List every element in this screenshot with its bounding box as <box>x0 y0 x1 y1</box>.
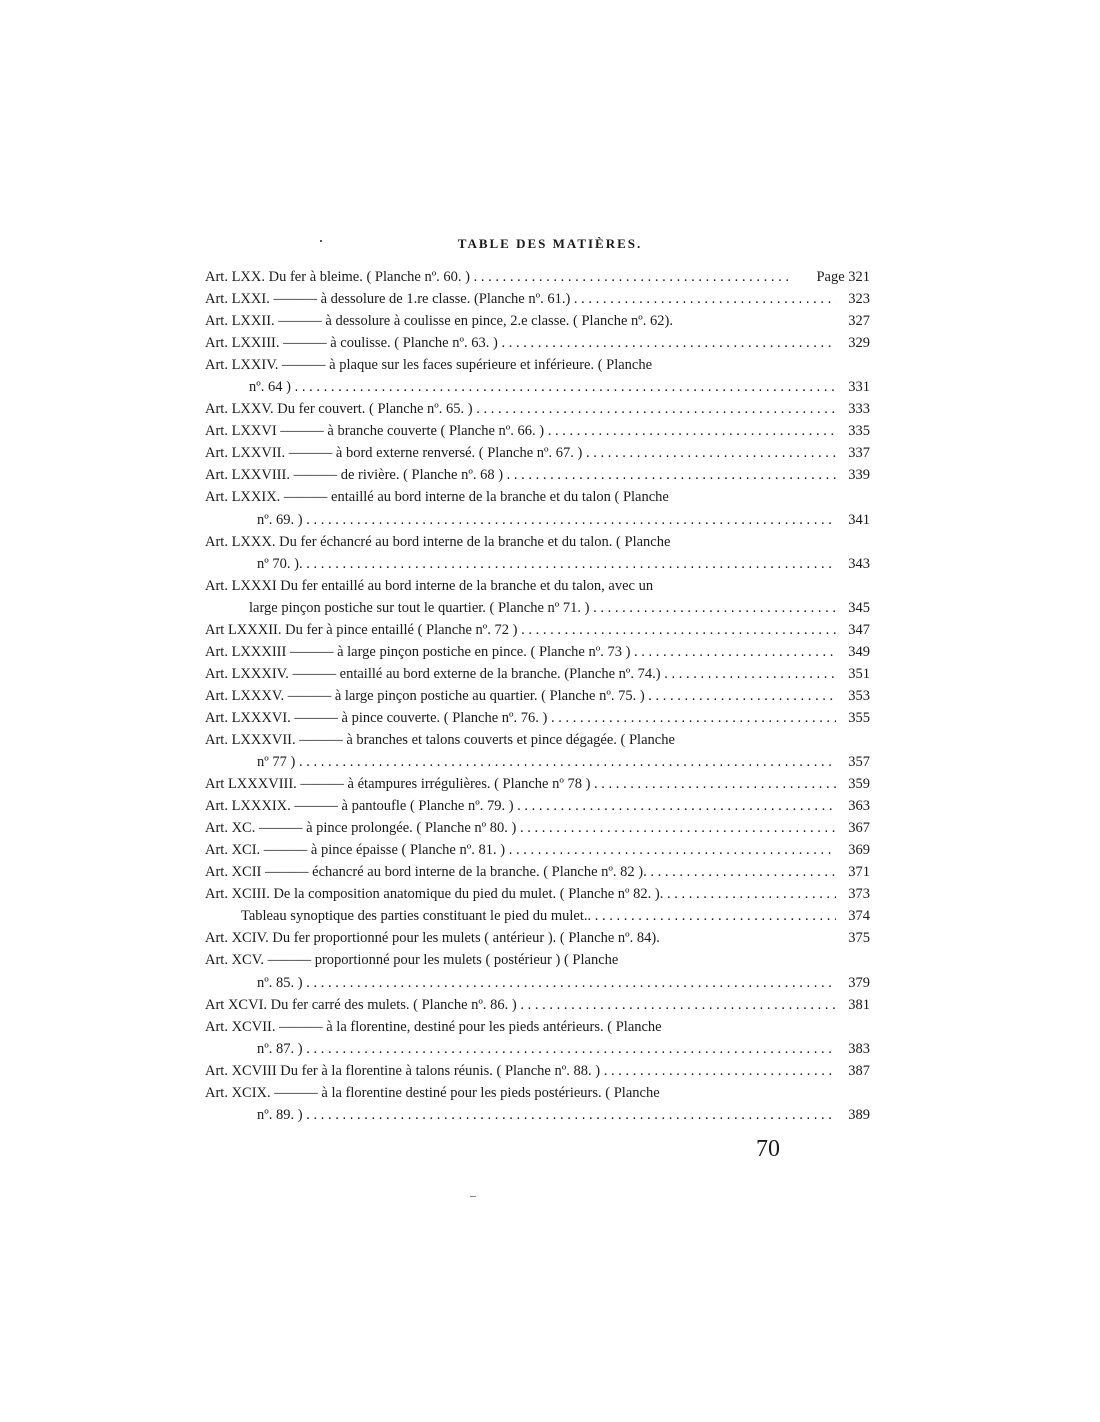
toc-entry-page: 343 <box>836 553 870 575</box>
toc-entry-page: 345 <box>836 597 870 619</box>
toc-entry <box>205 685 870 707</box>
toc-entry-text: nº. 64 ) . . . <box>249 376 836 398</box>
toc-entry-text: Art. LXXVI ——— à branche couverte ( Planche nº. 66. ) . . . <box>205 420 836 442</box>
toc-entry <box>205 861 870 883</box>
toc-entry-page: 381 <box>836 994 870 1016</box>
page-title: TABLE DES MATIÈRES. <box>457 236 643 251</box>
toc-entry <box>205 817 870 839</box>
toc-entry-text: nº. 89. ) . . . <box>257 1104 836 1126</box>
toc-entry <box>205 486 870 508</box>
toc-entry-page: 331 <box>836 376 870 398</box>
toc-entry-page: 323 <box>836 288 870 310</box>
toc-entry <box>205 773 870 795</box>
toc-entry-text: Art. XCI. ——— à pince épaisse ( Planche nº. 81. ) . . . <box>205 839 836 861</box>
toc-entry-text: Art. LXXVII. ——— à bord externe renversé. ( Planche nº. 67. ) . . . <box>205 442 836 464</box>
toc-entry <box>205 927 870 949</box>
page-number: 70 <box>756 1136 780 1162</box>
toc-entry <box>205 839 870 861</box>
toc-entry <box>205 883 870 905</box>
toc-entry <box>205 332 870 354</box>
toc-entry <box>205 288 870 310</box>
toc-entry <box>205 553 870 575</box>
toc-entry-text: nº 77 ) . . . <box>257 751 836 773</box>
toc-entry-text: Art. LXXXV. ——— à large pinçon postiche au quartier. ( Planche nº. 75. ) . . . <box>205 685 836 707</box>
toc-entry <box>205 376 870 398</box>
toc-entry-text: Art LXXXVIII. ——— à étampures irrégulières. ( Planche nº 78 ) . . . <box>205 773 836 795</box>
toc-entry <box>205 1082 870 1104</box>
toc-entry-text: Tableau synoptique des parties constituant le pied du mulet.. . . . <box>241 905 836 927</box>
toc-entry-text: Art. LXXIX. ——— entaillé au bord interne de la branche et du talon ( Planche <box>205 489 669 506</box>
toc-entry-text: Art. LXXX. Du fer échancré au bord interne de la branche et du talon. ( Planche <box>205 533 671 550</box>
toc-entry-text: Art. LXXV. Du fer couvert. ( Planche nº. 65. ) . . . <box>205 398 836 420</box>
toc-entry-text: Art. XCVIII Du fer à la florentine à talons réunis. ( Planche nº. 88. ) . . . <box>205 1060 836 1082</box>
toc-entry-page: 387 <box>836 1060 870 1082</box>
toc-entry-page: 379 <box>836 972 870 994</box>
toc-entry <box>205 663 870 685</box>
toc-entry-text: large pinçon postiche sur tout le quartier. ( Planche nº 71. ) . . . <box>249 597 836 619</box>
toc-entry-page: 369 <box>836 839 870 861</box>
toc-entry-page: 335 <box>836 420 870 442</box>
toc-entry-text: nº 70. ). . . . <box>257 553 836 575</box>
toc-entry-text: Art. LXX. Du fer à bleime. ( Planche nº. 60. ) . . . <box>205 266 790 288</box>
toc-entry <box>205 795 870 817</box>
toc-entry-page: 329 <box>836 332 870 354</box>
toc-entry-text: Art. XCIII. De la composition anatomique du pied du mulet. ( Planche nº 82. ). . . . <box>205 883 836 905</box>
toc-entry <box>205 310 870 332</box>
toc-entry-text: nº. 69. ) . . . <box>257 509 836 531</box>
toc-entry <box>205 1060 870 1082</box>
toc-entry <box>205 266 870 288</box>
toc-entry-text: Art. XCII ——— échancré au bord interne de la branche. ( Planche nº. 82 ). . . . <box>205 861 836 883</box>
toc-entry <box>205 729 870 751</box>
toc-entry-page: 337 <box>836 442 870 464</box>
toc-entry-text: Art. LXXXIV. ——— entaillé au bord externe de la branche. (Planche nº. 74.) . . . <box>205 663 836 685</box>
toc-entry-page: 373 <box>836 883 870 905</box>
toc-entry <box>205 464 870 486</box>
toc-entry-text: Art. XC. ——— à pince prolongée. ( Planche nº 80. ) . . . <box>205 817 836 839</box>
toc-entry-text: Art. LXXIII. ——— à coulisse. ( Planche nº. 63. ) . . . <box>205 332 836 354</box>
toc-entry-page: Page 321 <box>792 266 870 288</box>
toc-entry-text: Art. LXXXIII ——— à large pinçon postiche en pince. ( Planche nº. 73 ) . . . <box>205 641 836 663</box>
toc-entry-page: 355 <box>836 707 870 729</box>
toc-entry-page: 383 <box>836 1038 870 1060</box>
toc-entry <box>205 597 870 619</box>
toc-entry-text: Art. LXXI. ——— à dessolure de 1.re classe. (Planche nº. 61.) . . . <box>205 288 836 310</box>
toc-entry-page: 389 <box>836 1104 870 1126</box>
toc-entry <box>205 354 870 376</box>
toc-entry-page: 339 <box>836 464 870 486</box>
toc-entry-page: 353 <box>836 685 870 707</box>
toc-entry <box>205 994 870 1016</box>
toc-entry-page: 333 <box>836 398 870 420</box>
toc-entry <box>205 905 870 927</box>
toc-entry-text: nº. 87. ) . . . <box>257 1038 836 1060</box>
toc-entry-page: 327 <box>836 310 870 332</box>
toc-entry-text: Art. LXXIV. ——— à plaque sur les faces supérieure et inférieure. ( Planche <box>205 357 653 374</box>
toc-entry-page: 349 <box>836 641 870 663</box>
toc-entry-text: nº. 85. ) . . . <box>257 972 836 994</box>
toc-entry-page: 351 <box>836 663 870 685</box>
toc-entry-page: 371 <box>836 861 870 883</box>
toc-entry <box>205 531 870 553</box>
toc-entry <box>205 707 870 729</box>
toc-entry <box>205 972 870 994</box>
toc-entry-page: 347 <box>836 619 870 641</box>
toc-entry <box>205 949 870 971</box>
toc-entry-text: Art. XCV. ——— proportionné pour les mulets ( postérieur ) ( Planche <box>205 952 619 969</box>
toc-entry-text: Art. LXXII. ——— à dessolure à coulisse en pince, 2.e classe. ( Planche nº. 62). <box>205 313 673 330</box>
toc-entry-page: 341 <box>836 509 870 531</box>
toc-entry-text: Art. LXXXVI. ——— à pince couverte. ( Planche nº. 76. ) . . . <box>205 707 836 729</box>
toc-entry-page: 359 <box>836 773 870 795</box>
toc-entry <box>205 575 870 597</box>
toc-entry <box>205 398 870 420</box>
toc-entry <box>205 751 870 773</box>
toc-entry-text: Art. XCIX. ——— à la florentine destiné pour les pieds postérieurs. ( Planche <box>205 1084 660 1101</box>
toc-entry <box>205 1038 870 1060</box>
ink-speck <box>470 1196 476 1197</box>
table-of-contents <box>205 266 870 1126</box>
toc-entry <box>205 420 870 442</box>
toc-entry <box>205 509 870 531</box>
toc-entry-text: Art. LXXXIX. ——— à pantoufle ( Planche nº. 79. ) . . . <box>205 795 836 817</box>
toc-entry-page: 363 <box>836 795 870 817</box>
toc-entry-page: 375 <box>836 927 870 949</box>
toc-entry-text: Art. LXXXI Du fer entaillé au bord interne de la branche et du talon, avec un <box>205 577 654 594</box>
toc-entry-page: 374 <box>836 905 870 927</box>
toc-entry <box>205 619 870 641</box>
toc-entry <box>205 641 870 663</box>
toc-entry <box>205 442 870 464</box>
toc-entry <box>205 1016 870 1038</box>
toc-entry-page: 357 <box>836 751 870 773</box>
toc-entry-text: Art. XCVII. ——— à la florentine, destiné pour les pieds antérieurs. ( Planche <box>205 1018 662 1035</box>
toc-entry-text: Art LXXXII. Du fer à pince entaillé ( Planche nº. 72 ) . . . <box>205 619 836 641</box>
toc-entry <box>205 1104 870 1126</box>
toc-entry-text: Art. LXXVIII. ——— de rivière. ( Planche nº. 68 ) . . . <box>205 464 836 486</box>
toc-entry-text: Art. LXXXVII. ——— à branches et talons couverts et pince dégagée. ( Planche <box>205 731 675 748</box>
toc-entry-page: 367 <box>836 817 870 839</box>
toc-entry-text: Art XCVI. Du fer carré des mulets. ( Planche nº. 86. ) . . . <box>205 994 836 1016</box>
toc-entry-text: Art. XCIV. Du fer proportionné pour les mulets ( antérieur ). ( Planche nº. 84). <box>205 930 660 947</box>
